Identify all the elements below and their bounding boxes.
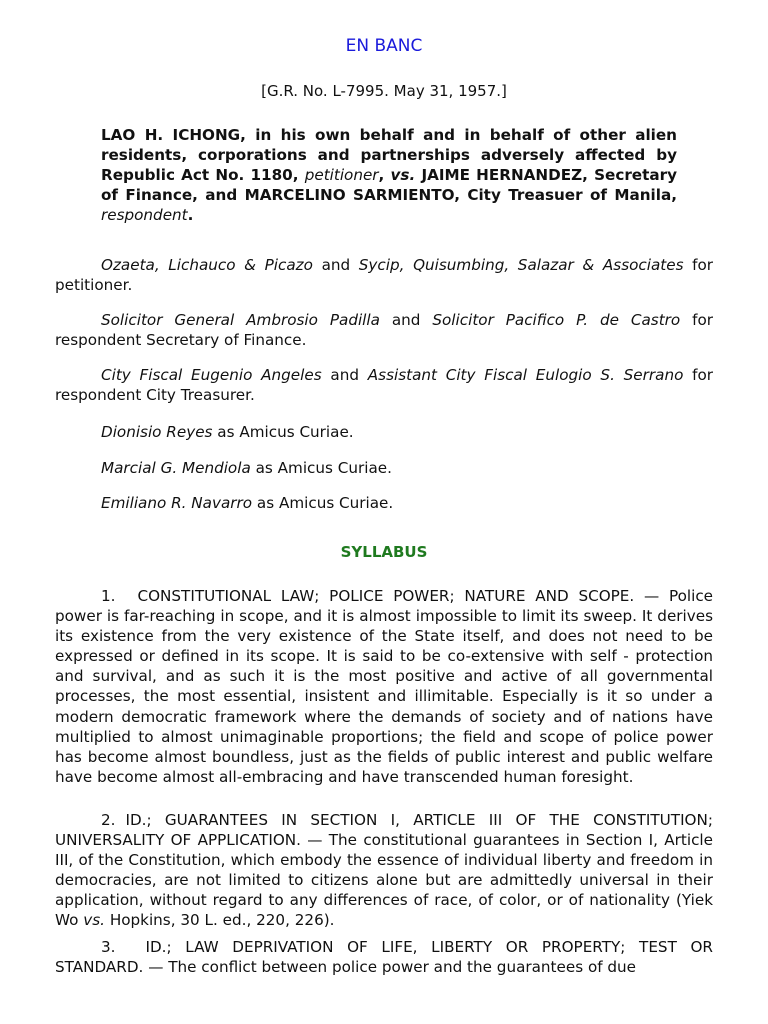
respondent-name: JAIME HERNANDEZ, Secretary of Finance, and MARCELINO SARMIENTO, City Treasuer of Manila	[101, 166, 678, 204]
item-text: Hopkins, 30 L. ed., 220, 226).	[109, 911, 335, 930]
amicus-name: Emiliano R. Navarro	[101, 494, 253, 512]
counsel-for: for respondent Secretary of Finance.	[55, 311, 714, 349]
case-title: LAO H. ICHONG, in his own behalf and in behalf of other alien residents, corporations and partnerships adversely affected by Republic Act No. 1180, petitioner, vs. JAIME HERNANDEZ, Secretary of Finance, and MARCELINO SARMIENTO, City Treasuer of Manila, respondent.	[101, 126, 678, 224]
amicus-role: as Amicus Curiae.	[217, 423, 354, 441]
item-text: The constitutional guarantees in Section I, Article III, of the Constitution, which embody the essence of individual liberty and freedom in democracies, are not limited to citizens alone but are admittedly universal in their application, without regard to any differences of race, of color, or of nationality (Yiek Wo	[55, 831, 713, 930]
item-text: The conflict between police power and the guarantees of due	[168, 958, 637, 977]
syllabus-item	[55, 810, 713, 931]
item-versus: vs.	[83, 911, 105, 930]
versus: vs.	[390, 166, 416, 184]
amicus-name: Dionisio Reyes	[101, 423, 213, 441]
respondent-role: respondent	[101, 206, 188, 224]
counsel-secretary	[55, 311, 713, 350]
syllabus-item	[55, 937, 713, 977]
counsel-for: for respondent City Treasurer.	[55, 366, 714, 404]
syllabus-item	[55, 586, 713, 787]
item-number: 2.	[101, 811, 116, 829]
counsel-name: City Fiscal Eugenio Angeles	[101, 366, 322, 384]
item-heading: ID.; LAW DEPRIVATION OF LIFE, LIBERTY OR PROPERTY; TEST OR STANDARD. —	[55, 938, 713, 977]
counsel-conjunction: and	[321, 256, 351, 274]
amicus-line	[55, 459, 713, 479]
counsel-petitioner	[55, 256, 713, 295]
amicus-name: Marcial G. Mendiola	[101, 459, 251, 477]
counsel-name: Solicitor Pacifico P. de Castro	[432, 311, 681, 329]
petitioner-role: petitioner	[304, 166, 379, 184]
counsel-name: Ozaeta, Lichauco & Picazo	[101, 256, 313, 274]
counsel-name: Solicitor General Ambrosio Padilla	[101, 311, 380, 329]
item-heading: ID.; GUARANTEES IN SECTION I, ARTICLE III OF THE CONSTITUTION; UNIVERSALITY OF APPLICATION. —	[55, 811, 713, 850]
court-division: EN BANC	[345, 36, 423, 56]
item-number: 1.	[101, 587, 116, 605]
amicus-line	[55, 494, 713, 514]
counsel-conjunction: and	[391, 311, 421, 329]
petitioner-name: LAO H. ICHONG, in his own behalf and in behalf of other alien residents, corporations and partnerships adversely affected by Republic Act No. 1180	[101, 126, 677, 184]
item-text: Police power is far-reaching in scope, and it is almost impossible to limit its sweep. It derives its existence from the very existence of the State itself, and does not need to be expressed or defined in its scope. It is said to be co-extensive with self - protection and survival, and as such it is the most positive and active of all governmental processes, the most essential, insistent and illimitable. Especially is it so under a modern democratic framework where the demands of society and of nations have multiplied to almost unimaginable proportions; the field and scope of police power has become almost boundless, just as the fields of public interest and public welfare have become almost all-embracing and have transcended human foresight.	[55, 587, 714, 786]
amicus-role: as Amicus Curiae.	[255, 459, 392, 477]
counsel-name: Assistant City Fiscal Eulogio S. Serrano	[367, 366, 684, 384]
amicus-role: as Amicus Curiae.	[256, 494, 394, 512]
counsel-for: for petitioner.	[55, 256, 714, 294]
item-heading: CONSTITUTIONAL LAW; POLICE POWER; NATURE AND SCOPE. —	[137, 587, 660, 605]
counsel-name: Sycip, Quisumbing, Salazar & Associates	[358, 256, 684, 274]
case-number: [G.R. No. L-7995. May 31, 1957.]	[261, 82, 507, 100]
item-number: 3.	[101, 938, 116, 956]
counsel-conjunction: and	[330, 366, 359, 384]
syllabus-heading: SYLLABUS	[340, 543, 428, 561]
counsel-treasurer	[55, 366, 713, 405]
amicus-line	[55, 423, 713, 443]
